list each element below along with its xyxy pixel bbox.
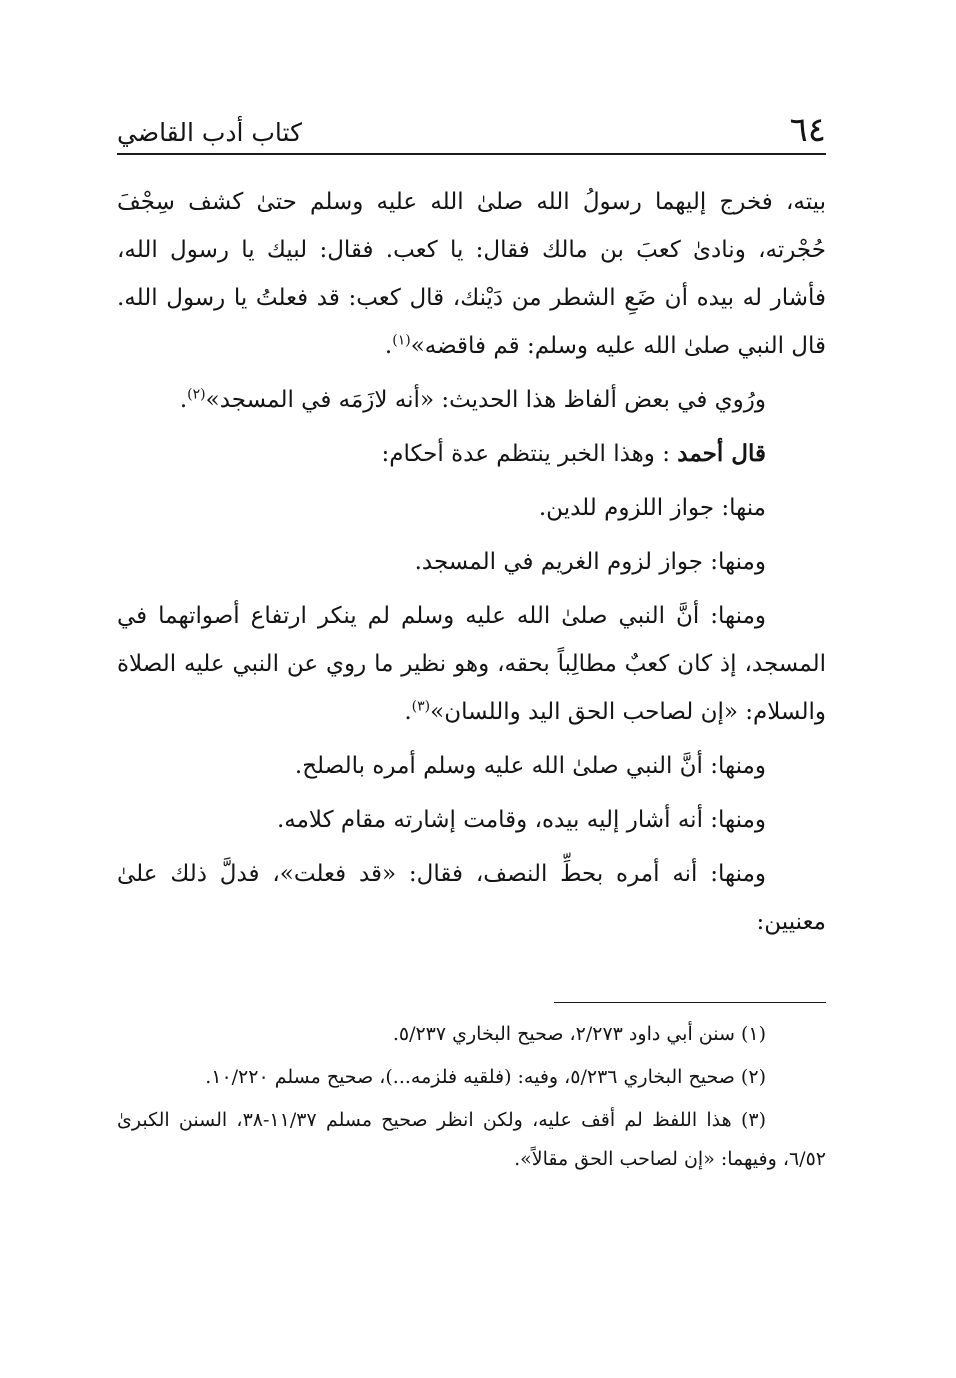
paragraph-2: [117, 376, 826, 424]
paragraph-6-text: ومنها: أنَّ النبي صلىٰ الله عليه وسلم لم ينكر ارتفاع أصواتهما في المسجد، إذ كان كعبٌ مطالِباً بحقه، وهو نظير ما روي عن النبي عليه الصلاة والسلام: «إن لصاحب الحق اليد واللسان»: [117, 603, 826, 725]
paragraph-5: ومنها: جواز لزوم الغريم في المسجد.: [414, 549, 766, 575]
paragraph-1-text: بيته، فخرج إليهما رسولُ الله صلىٰ الله عليه وسلم حتىٰ كشف سِجْفَ حُجْرته، ونادىٰ كعبَ بن مالك فقال: يا كعب. فقال: لبيك يا رسول الله، فأشار له بيده أن ضَعِ الشطر من دَيْنك، قال كعب: قد فعلتُ يا رسول الله. قال النبي صلىٰ الله عليه وسلم: قم فاقضه»: [117, 189, 826, 359]
footnote-ref-2: (٢): [187, 386, 206, 403]
paragraph-2-text: ورُوي في بعض ألفاظ هذا الحديث: «أنه لازَمَه في المسجد»: [205, 387, 766, 413]
paragraph-4: منها: جواز اللزوم للدين.: [538, 495, 766, 521]
footnote-3: (٣) هذا اللفظ لم أقف عليه، ولكن انظر صحيح مسلم ١١/٣٧-٣٨، السنن الكبرىٰ ٦/٥٢، وفيهما: «إن لصاحب الحق مقالاً».: [117, 1109, 826, 1170]
page-number: ٦٤: [789, 110, 826, 150]
footnote-1: (١) سنن أبي داود ٢/٢٧٣، صحيح البخاري ٥/٢٣٧.: [392, 1023, 766, 1045]
paragraph-6-end: .: [404, 699, 412, 725]
book-title: كتاب أدب القاضي: [117, 118, 302, 147]
paragraph-1: [117, 178, 826, 370]
paragraph-3: [117, 430, 826, 478]
footnote-ref-1: (١): [392, 332, 411, 349]
footnotes: [117, 1015, 826, 1183]
footnote-2: (٢) صحيح البخاري ٥/٢٣٦، وفيه: (فلقيه فلزمه...)، صحيح مسلم ١٠/٢٢٠.: [205, 1066, 766, 1088]
paragraph-7: ومنها: أنَّ النبي صلىٰ الله عليه وسلم أمره بالصلح.: [294, 753, 766, 779]
footnote-divider: [554, 1002, 826, 1003]
paragraph-2-end: .: [179, 387, 188, 413]
main-text: [117, 178, 826, 952]
paragraph-6: [117, 592, 826, 736]
paragraph-9: ومنها: أنه أمره بحطِّ النصف، فقال: «قد فعلت»، فدلَّ ذلك علىٰ معنيين:: [117, 861, 826, 935]
page-header: [117, 104, 826, 155]
author-label: قال أحمد: [677, 440, 766, 467]
paragraph-1-end: .: [384, 333, 393, 359]
paragraph-8: ومنها: أنه أشار إليه بيده، وقامت إشارته مقام كلامه.: [276, 807, 766, 833]
footnote-ref-3: (٣): [411, 698, 431, 715]
paragraph-3-text: : وهذا الخبر ينتظم عدة أحكام:: [381, 441, 678, 467]
